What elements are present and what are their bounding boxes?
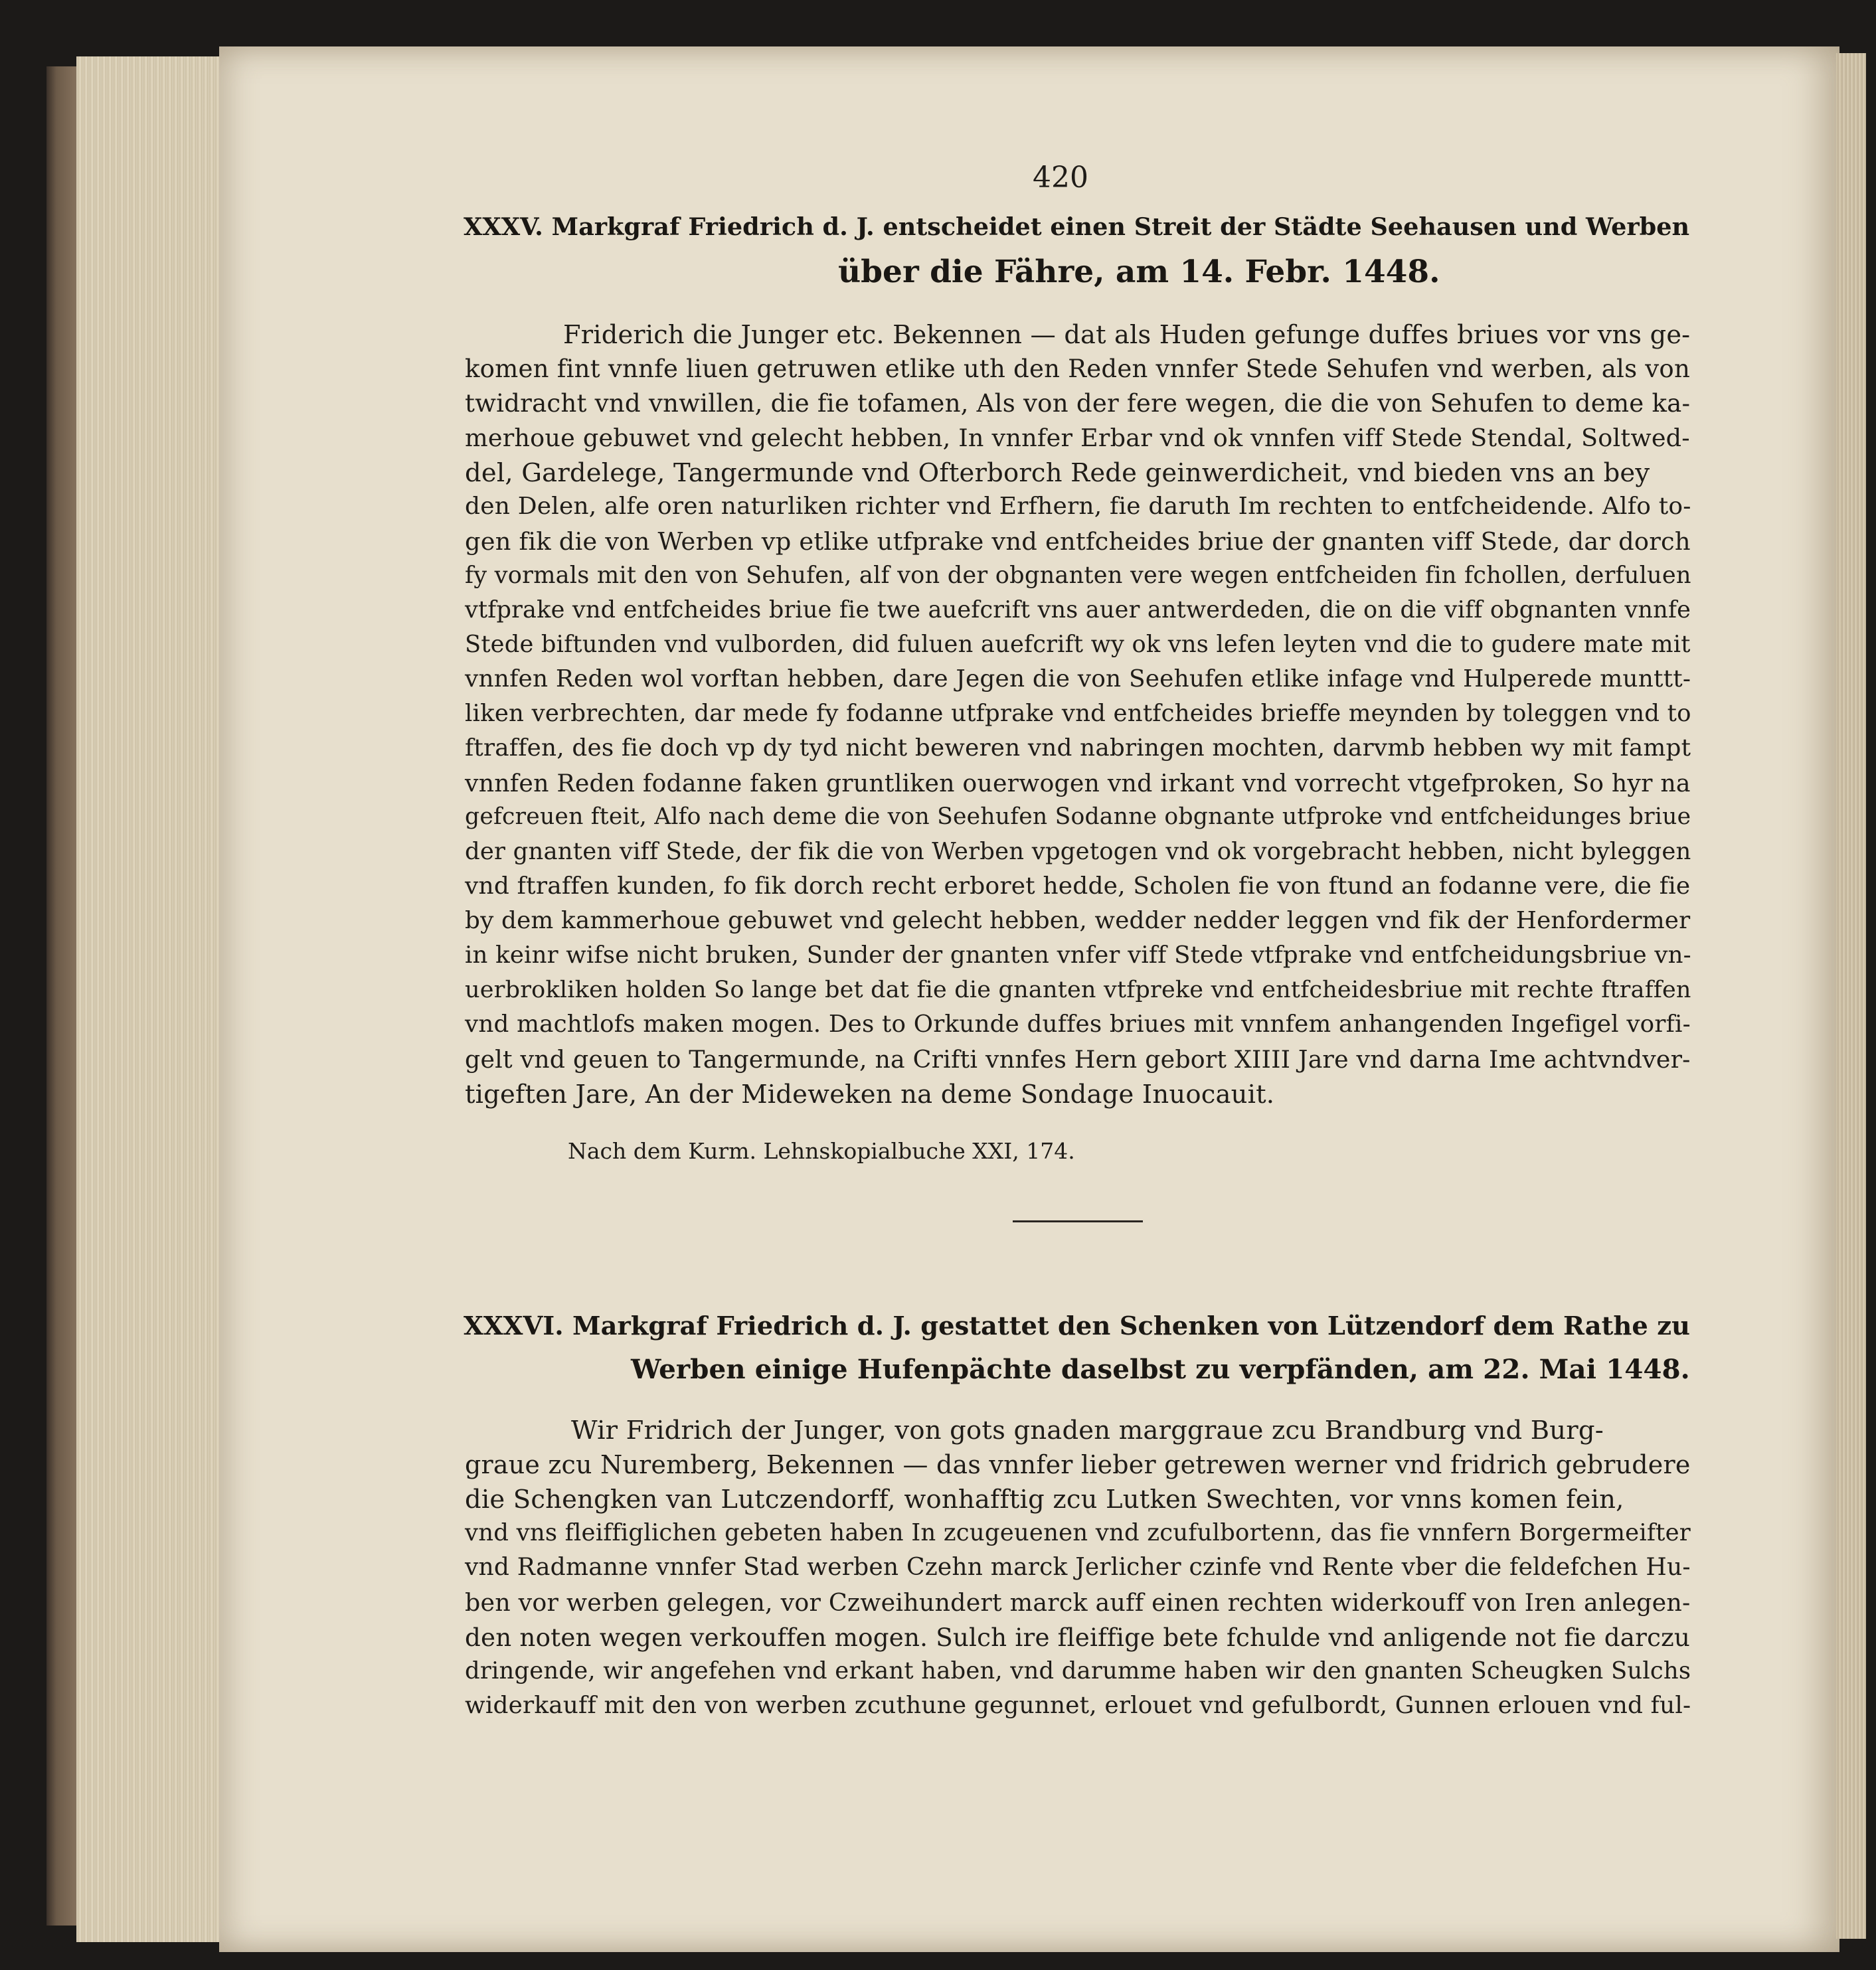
doc1-body-line: fy vormals mit den von Sehufen, alf von der obgnanten vere wegen entfcheiden fin fchollen, derfuluen	[465, 562, 1691, 589]
doc1-body-line: komen fint vnnfe liuen getruwen etlike uth den Reden vnnfer Stede Sehufen vnd werben, als von	[465, 355, 1691, 383]
doc1-body-line: vnnfen Reden wol vorftan hebben, dare Jegen die von Seehufen etlike infage vnd Hulperede munttt-	[465, 665, 1691, 693]
doc1-body-line: tigeften Jare, An der Mideweken na deme Sondage Inuocauit.	[465, 1080, 1275, 1109]
right-page-edges	[1836, 53, 1866, 1939]
doc1-heading-line-1: XXXV. Markgraf Friedrich d. J. entscheidet einen Streit der Städte Seehausen und Werben	[464, 212, 1690, 241]
doc2-body-line: vnd Radmanne vnnfer Stad werben Czehn marck Jerlicher czinfe vnd Rente vber die feldefchen Hu-	[465, 1554, 1691, 1581]
doc1-body-line: vtfprake vnd entfcheides briue fie twe auefcrift vns auer antwerdeden, die on die viff obgnanten vnnfe	[465, 596, 1691, 623]
doc1-body-line: vnd ftraffen kunden, fo fik dorch recht erboret hedde, Scholen fie von ftund an fodanne vere, die fie	[465, 872, 1691, 900]
doc1-body-line: del, Gardelege, Tangermunde vnd Ofterborch Rede geinwerdicheit, vnd bieden vns an bey	[465, 458, 1650, 488]
doc1-body-line: der gnanten viff Stede, der fik die von Werben vpgetogen vnd ok vorgebracht hebben, nicht byleggen	[465, 838, 1691, 865]
doc2-body-line: Wir Fridrich der Junger, von gots gnaden marggraue zcu Brandburg vnd Burg-	[571, 1416, 1604, 1445]
doc2-body-line: ben vor werben gelegen, vor Czweihundert marck auff einen rechten widerkouff von Iren anlegen-	[465, 1588, 1691, 1617]
doc1-body-line: vnd machtlofs maken mogen. Des to Orkunde duffes briues mit vnnfem anhangenden Ingefigel vorfi-	[465, 1011, 1691, 1038]
doc1-body-line: Friderich die Junger etc. Bekennen — dat als Huden gefunge duffes briues vor vns ge-	[563, 320, 1691, 350]
doc1-body-line: merhoue gebuwet vnd gelecht hebben, In vnnfer Erbar vnd ok vnnfen viff Stede Stendal, Soltwed-	[465, 424, 1690, 452]
doc1-body-line: ftraffen, des fie doch vp dy tyd nicht beweren vnd nabringen mochten, darvmb hebben wy mit fampt	[465, 734, 1691, 762]
doc2-body-line: den noten wegen verkouffen mogen. Sulch ire fleiffige bete fchulde vnd anligende not fie darczu	[465, 1623, 1691, 1652]
doc2-body-line: vnd vns fleiffiglichen gebeten haben In zcugeuenen vnd zcufulbortenn, das fie vnnfern Borgermeifter	[465, 1519, 1691, 1546]
page-number: 420	[1033, 161, 1088, 195]
page-block-edges	[76, 56, 229, 1942]
source-note: Nach dem Kurm. Lehnskopialbuche XXI, 174.	[568, 1138, 1075, 1164]
doc1-body-line: gelt vnd geuen to Tangermunde, na Crifti vnnfes Hern gebort XIIII Jare vnd darna Ime achtvndver-	[465, 1045, 1691, 1074]
doc1-body-line: vnnfen Reden fodanne faken gruntliken ouerwogen vnd irkant vnd vorrecht vtgefproken, So hyr na	[465, 769, 1691, 797]
doc2-heading-line-1: XXXVI. Markgraf Friedrich d. J. gestattet den Schenken von Lützendorf dem Rathe zu	[464, 1311, 1690, 1341]
doc1-body-line: liken verbrechten, dar mede fy fodanne utfprake vnd entfcheides brieffe meynden by toleggen vnd to	[465, 700, 1691, 727]
book-cover-edge	[46, 66, 80, 1926]
section-divider	[1013, 1220, 1143, 1222]
doc2-body-line: widerkauff mit den von werben zcuthune gegunnet, erlouet vnd gefulbordt, Gunnen erlouen vnd ful-	[465, 1692, 1691, 1719]
doc1-body-line: gefcreuen fteit, Alfo nach deme die von Seehufen Sodanne obgnante utfproke vnd entfcheidunges briue	[465, 803, 1691, 830]
doc2-body-line: graue zcu Nuremberg, Bekennen — das vnnfer lieber getrewen werner vnd fridrich gebrudere	[465, 1450, 1691, 1479]
doc1-body-line: Stede biftunden vnd vulborden, did fuluen auefcrift wy ok vns lefen leyten vnd die to gudere mate mit	[465, 631, 1691, 658]
doc1-body-line: uerbrokliken holden So lange bet dat fie die gnanten vtfpreke vnd entfcheidesbriue mit rechte ftraffen	[465, 976, 1691, 1003]
doc1-body-line: twidracht vnd vnwillen, die fie tofamen, Als von der fere wegen, die die von Sehufen to deme ka-	[465, 389, 1691, 418]
doc1-body-line: by dem kammerhoue gebuwet vnd gelecht hebben, wedder nedder leggen vnd fik der Henfordermer	[465, 907, 1691, 934]
doc1-body-line: in keinr wifse nicht bruken, Sunder der gnanten vnfer viff Stede vtfprake vnd entfcheidungsbriue vn-	[465, 942, 1691, 969]
doc1-body-line: den Delen, alfe oren naturliken richter vnd Erfhern, fie daruth Im rechten to entfcheidende. Alfo to-	[465, 493, 1691, 520]
doc1-body-line: gen fik die von Werben vp etlike utfprake vnd entfcheides briue der gnanten viff Stede, dar dorch	[465, 527, 1691, 556]
doc2-heading-line-2: Werben einige Hufenpächte daselbst zu verpfänden, am 22. Mai 1448.	[631, 1353, 1690, 1385]
doc2-body-line: die Schengken van Lutczendorff, wonhafftig zcu Lutken Swechten, vor vnns komen fein,	[465, 1485, 1624, 1515]
doc2-body-line: dringende, wir angefehen vnd erkant haben, vnd darumme haben wir den gnanten Scheugken Sulchs	[465, 1657, 1691, 1684]
doc1-heading-line-2: über die Fähre, am 14. Febr. 1448.	[838, 254, 1440, 290]
